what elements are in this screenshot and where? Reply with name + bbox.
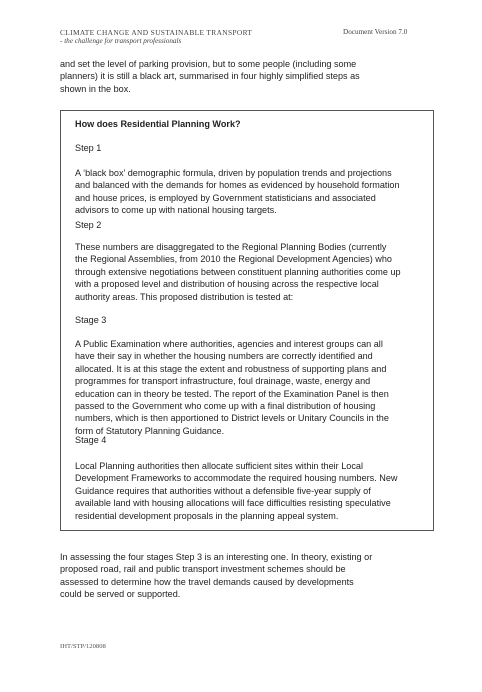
text-line: In assessing the four stages Step 3 is an interesting one. In theory, existing or [60,552,373,562]
text-line: form of Statutory Planning Guidance. [75,425,225,436]
stage-4-heading: Stage 4 [75,435,107,445]
text-line: and balanced with the demands for homes as evidenced by household formation [75,180,400,191]
text-line: A ‘black box’ demographic formula, driven by population trends and projections [75,168,392,178]
text-line: Local Planning authorities then allocate sufficient sites within their Local [75,461,363,471]
step-1-body [75,167,400,217]
closing-paragraph [60,551,372,601]
text-line: available land with housing allocations will face difficulties resisting speculative [75,498,391,509]
text-line: have their say in whether the housing numbers are correctly identified and [75,351,373,362]
text-line: numbers, which is then apportioned to District levels or Unitary Councils in the [75,413,389,424]
document-series-subtitle: - the challenge for transport professionals [60,37,182,45]
step-2-heading: Step 2 [75,220,102,230]
text-line: proposed road, rail and public transport investment schemes should be [60,564,346,575]
text-line: and set the level of parking provision, but to some people (including some [60,59,357,69]
text-line: planners) it is still a black art, summarised in four highly simplified steps as [60,71,360,82]
document-series-title: CLIMATE CHANGE AND SUSTAINABLE TRANSPORT [60,28,253,37]
text-line: Development Frameworks to accommodate the required housing numbers. New [75,473,398,484]
intro-paragraph [60,58,360,95]
step-1-heading: Step 1 [75,143,102,153]
text-line: These numbers are disaggregated to the Regional Planning Bodies (currently [75,242,387,252]
box-title: How does Residential Planning Work? [75,119,241,129]
text-line: the Regional Assemblies, from 2010 the Regional Development Agencies) who [75,254,392,265]
text-line: programmes for transport infrastructure, foul drainage, waste, energy and [75,376,371,387]
text-line: and house prices, is employed by Government statisticians and associated [75,192,376,203]
text-line: passed to the Government who come up with a final distribution of housing [75,401,376,412]
text-line: through extensive negotiations between constituent planning authorities come up [75,266,401,277]
text-line: could be served or supported. [60,589,181,600]
text-line: shown in the box. [60,83,131,94]
text-line: advisors to come up with national housing targets. [75,205,277,216]
text-line: education can in theory be tested. The report of the Examination Panel is then [75,388,389,399]
stage-3-body [75,338,389,437]
stage-3-heading: Stage 3 [75,315,107,325]
text-line: with a proposed level and distribution of housing across the respective local [75,279,379,290]
text-line: allocated. It is at this stage the extent and robustness of supporting plans and [75,363,387,374]
text-line: assessed to determine how the travel demands caused by developments [60,576,354,587]
text-line: Guidance requires that authorities without a defensible five-year supply of [75,485,371,496]
step-2-body [75,241,401,303]
text-line: A Public Examination where authorities, agencies and interest groups can all [75,339,383,349]
text-line: authority areas. This proposed distribution is tested at: [75,291,294,302]
running-header [60,28,252,46]
document-reference-code: IHT/STP/120808 [60,643,106,650]
text-line: residential development proposals in the planning appeal system. [75,510,339,521]
stage-4-body [75,460,397,522]
document-version: Document Version 7.0 [343,28,408,36]
